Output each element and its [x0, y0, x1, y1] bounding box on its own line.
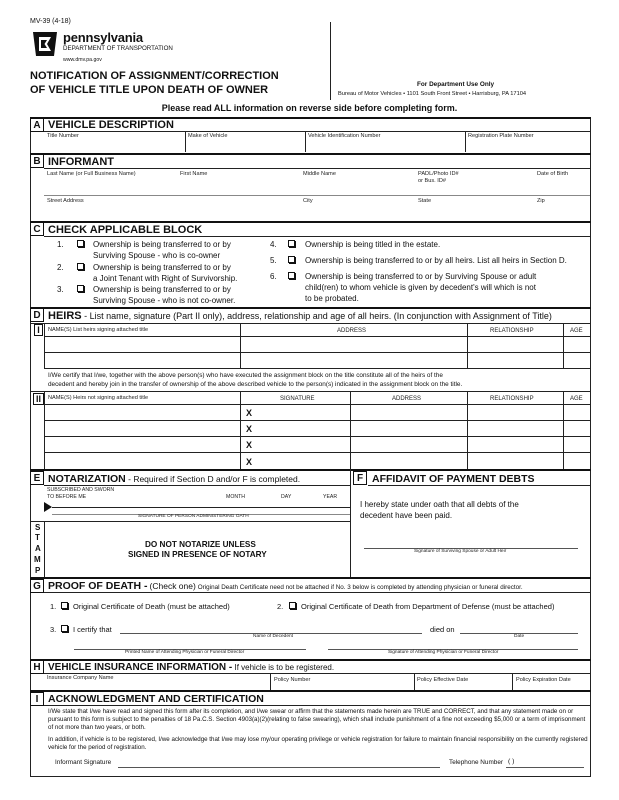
option-1-line2: Surviving Spouse - who is co-owner: [93, 251, 221, 260]
form-title-line2: OF VEHICLE TITLE UPON DEATH OF OWNER: [30, 84, 269, 96]
part-2-age-header: AGE: [570, 396, 583, 402]
option-4-line1: Ownership is being titled in the estate.: [305, 240, 441, 249]
section-i-title: ACKNOWLEDGMENT AND CERTIFICATION: [48, 693, 264, 705]
city-label: City: [303, 198, 313, 204]
section-d-subrule: [30, 323, 591, 324]
death-option-3-checkbox[interactable]: [61, 625, 68, 632]
policy-effective-label: Policy Effective Date: [417, 677, 469, 683]
section-c-rule: [30, 221, 591, 223]
section-g-check-one: (Check one): [149, 581, 196, 591]
informant-signature-label: Informant Signature: [55, 759, 112, 766]
section-i-subrule: [44, 705, 590, 706]
registration-plate-field[interactable]: [467, 141, 589, 152]
option-6-line1: Ownership is being transferred to or by Surviving Spouse or adult: [305, 272, 537, 281]
part-2-row-3[interactable]: [45, 437, 590, 452]
affidavit-signature-field[interactable]: [364, 534, 578, 548]
stamp-letter-a: A: [35, 544, 41, 553]
sworn-label-2: TO BEFORE ME: [47, 494, 87, 500]
logo-department: DEPARTMENT OF TRANSPORTATION: [63, 45, 173, 52]
section-b-row-rule: [44, 195, 590, 196]
street-address-label: Street Address: [47, 198, 84, 204]
option-3-checkbox[interactable]: [77, 285, 84, 292]
section-g-letter: G: [30, 579, 44, 593]
part-1-address-header: ADDRESS: [337, 328, 367, 334]
option-2-number: 2.: [57, 263, 64, 272]
affidavit-signature-label: Signature of Surviving Spouse or Adult Heir: [414, 549, 507, 554]
part-2-top-rule: [30, 391, 591, 392]
signature-x-2: X: [246, 424, 253, 434]
notarize-warning-1: DO NOT NOTARIZE UNLESS: [145, 540, 256, 549]
section-g-note: Original Death Certificate need not be attached if No. 3 below is completed by attending physician or funeral director.: [197, 584, 523, 591]
state-label: State: [418, 198, 432, 204]
section-i-rule: [30, 690, 591, 692]
section-a-divider: [185, 131, 186, 152]
part-2-address-header: ADDRESS: [392, 396, 422, 402]
option-1-line1: Ownership is being transferred to or by: [93, 240, 231, 249]
part-2-name-header: NAME(S) Heirs not signing attached title: [48, 395, 149, 401]
last-name-field[interactable]: [45, 180, 175, 194]
died-on-label: died on: [430, 625, 455, 634]
death-option-2-checkbox[interactable]: [289, 602, 296, 609]
vin-field[interactable]: [307, 141, 463, 152]
section-h-divider: [270, 673, 271, 690]
telephone-field[interactable]: [506, 756, 584, 767]
sworn-arrow-icon: [44, 502, 52, 512]
option-1-checkbox[interactable]: [77, 240, 84, 247]
form-title-line1: NOTIFICATION OF ASSIGNMENT/CORRECTION: [30, 70, 279, 82]
option-2-line2: a Joint Tenant with Right of Survivorship.: [93, 274, 238, 283]
part-1-row-2[interactable]: [45, 353, 590, 368]
zip-field[interactable]: [535, 207, 589, 220]
first-name-field[interactable]: [178, 180, 298, 194]
section-g-subrule: [44, 592, 590, 593]
day-label: DAY: [281, 494, 292, 500]
read-instructions-notice: Please read ALL information on reverse side before completing form.: [161, 103, 458, 113]
option-6-line2: child(ren) to whom vehicle is given by decedent's will which is not: [305, 283, 536, 292]
stamp-letter-t: T: [35, 533, 40, 542]
death-option-1-number: 1.: [50, 602, 57, 611]
notary-signature-label: SIGNATURE OF PERSON ADMINISTERING OATH: [138, 514, 249, 519]
stamp-column-rule: [44, 521, 45, 577]
state-field[interactable]: [416, 207, 531, 220]
death-date-label: Date: [514, 634, 525, 639]
insurance-company-label: Insurance Company Name: [47, 675, 114, 681]
telephone-area-code: ( ): [508, 758, 515, 765]
month-label: MONTH: [226, 494, 246, 500]
signature-x-4: X: [246, 457, 253, 467]
sworn-label-1: SUBSCRIBED AND SWORN: [47, 487, 115, 493]
section-d-title: HEIRS: [48, 310, 82, 322]
year-label: YEAR: [323, 494, 338, 500]
certification-paragraph-2: In addition, if vehicle is to be registered, I/we acknowledge that I/we may lose my/our operating privilege or vehicle registration for failure to maintain financial responsibility on the currently registered vehicle for the period of registration.: [48, 736, 588, 752]
section-h-subtitle: If vehicle is to be registered.: [232, 663, 335, 672]
part-2-row-1[interactable]: [45, 405, 590, 420]
keystone-logo-icon: [30, 30, 60, 58]
make-of-vehicle-label: Make of Vehicle: [188, 133, 228, 139]
section-e-subtitle: - Required if Section D and/or F is completed.: [125, 474, 301, 484]
part-2-row-4[interactable]: [45, 453, 590, 469]
part-2-signature-header: SIGNATURE: [280, 396, 315, 402]
notary-date-field[interactable]: [200, 496, 348, 507]
section-a-title: VEHICLE DESCRIPTION: [48, 119, 174, 131]
affidavit-text-1: I hereby state under oath that all debts of the: [360, 500, 519, 509]
make-of-vehicle-field[interactable]: [187, 141, 303, 152]
part-1-name-header: NAME(S) List heirs signing attached title: [48, 327, 149, 333]
section-e-rule: [30, 469, 591, 471]
section-b-letter: B: [30, 154, 44, 168]
death-option-1-checkbox[interactable]: [61, 602, 68, 609]
option-1-number: 1.: [57, 240, 64, 249]
date-of-birth-label: Date of Birth: [537, 171, 569, 177]
section-c-subrule: [44, 236, 590, 237]
part-1-row-1[interactable]: [45, 337, 590, 352]
notarize-warning-2: SIGNED IN PRESENCE OF NOTARY: [128, 550, 267, 559]
stamp-area-rule: [30, 521, 350, 522]
part-1-age-header: AGE: [570, 328, 583, 334]
logo-state: pennsylvania: [63, 30, 143, 45]
form-right-border: [590, 117, 591, 777]
department-use-label: For Department Use Only: [417, 81, 495, 88]
certify-line1: I/We certify that I/we, together with the above person(s) who have executed the assignment block on the title constitute all of the heirs of the: [48, 372, 443, 379]
printed-name-field[interactable]: [74, 640, 306, 649]
section-a-subrule: [44, 131, 590, 132]
section-f-title: AFFIDAVIT OF PAYMENT DEBTS: [372, 473, 535, 485]
physician-signature-field[interactable]: [328, 640, 578, 649]
section-g-heading: [48, 581, 523, 592]
section-e-heading: [48, 474, 300, 485]
bus-id-label: or Bus. ID#: [418, 178, 446, 184]
option-3-line2: Surviving Spouse - who is not co-owner.: [93, 296, 236, 305]
section-h-heading: [48, 663, 334, 673]
section-i-letter: I: [30, 692, 44, 706]
death-option-1-text: Original Certificate of Death (must be attached): [73, 602, 230, 611]
option-5-checkbox[interactable]: [288, 256, 295, 263]
last-name-label: Last Name (or Full Business Name): [47, 171, 136, 177]
city-field[interactable]: [301, 207, 413, 220]
notary-signature-field[interactable]: [52, 508, 348, 515]
section-e-letter: E: [30, 471, 44, 485]
affidavit-text-2: decedent have been paid.: [360, 511, 453, 520]
death-option-2-text: Original Certificate of Death from Department of Defense (must be attached): [301, 602, 555, 611]
section-h-letter: H: [30, 660, 44, 674]
section-h-divider: [512, 673, 513, 690]
option-2-line1: Ownership is being transferred to or by: [93, 263, 231, 272]
section-e-subrule: [44, 485, 350, 486]
form-bottom-border: [30, 776, 591, 777]
section-d-rule: [30, 307, 591, 309]
informant-signature-rule: [118, 767, 440, 768]
part-1-row-rule: [44, 368, 590, 369]
section-h-rule: [30, 659, 591, 661]
form-left-border: [30, 117, 31, 777]
physician-signature-label: Signature of Attending Physician or Funeral Director: [388, 650, 499, 655]
registration-plate-label: Registration Plate Number: [468, 133, 534, 139]
section-c-letter: C: [30, 222, 44, 236]
telephone-label: Telephone Number: [449, 759, 503, 766]
section-b-title: INFORMANT: [48, 156, 114, 168]
part-2-relationship-header: RELATIONSHIP: [490, 396, 534, 402]
option-3-line1: Ownership is being transferred to or by: [93, 285, 231, 294]
stamp-letter-m: M: [34, 555, 41, 564]
section-a-divider: [305, 131, 306, 152]
zip-label: Zip: [537, 198, 545, 204]
title-number-field[interactable]: [45, 141, 183, 152]
policy-expiration-label: Policy Expiration Date: [516, 677, 571, 683]
section-g-title: PROOF OF DEATH -: [48, 580, 148, 592]
signature-x-1: X: [246, 408, 253, 418]
section-f-letter: F: [353, 471, 367, 485]
vin-label: Vehicle Identification Number: [308, 133, 381, 139]
date-of-birth-field[interactable]: [535, 180, 589, 194]
section-b-rule: [30, 153, 591, 155]
section-g-rule: [30, 577, 591, 579]
section-a-divider: [465, 131, 466, 152]
street-address-field[interactable]: [45, 207, 298, 220]
option-2-checkbox[interactable]: [77, 263, 84, 270]
first-name-label: First Name: [180, 171, 208, 177]
bureau-address: Bureau of Motor Vehicles • 1101 South Front Street • Harrisburg, PA 17104: [338, 91, 527, 97]
option-6-line3: to be probated.: [305, 294, 359, 303]
title-number-label: Title Number: [47, 133, 79, 139]
section-h-subrule: [44, 673, 590, 674]
stamp-letter-p: P: [35, 566, 41, 575]
certify-line2: decedent and hereby join in the transfer of ownership of the above described vehicle to the person(s) indicated in the assignment block on the title.: [48, 381, 463, 388]
option-4-number: 4.: [270, 240, 277, 249]
policy-number-label: Policy Number: [274, 677, 311, 683]
name-of-decedent-label: Name of Decedent: [253, 634, 293, 639]
informant-signature-field[interactable]: [118, 756, 440, 767]
middle-name-field[interactable]: [301, 180, 413, 194]
header-divider: [330, 22, 331, 100]
section-h-divider: [414, 673, 415, 690]
part-1-relationship-header: RELATIONSHIP: [490, 328, 534, 334]
section-d-subtitle: - List name, signature (Part II only), address, relationship and age of all heirs. (In conjunction with Assignment of Title): [81, 311, 552, 321]
section-d-letter: D: [30, 308, 44, 322]
option-3-number: 3.: [57, 285, 64, 294]
form-code: MV-39 (4-18): [30, 18, 71, 25]
death-date-field[interactable]: [460, 622, 578, 633]
printed-name-label: Printed Name of Attending Physician or Funeral Director: [125, 650, 245, 655]
option-4-checkbox[interactable]: [288, 240, 295, 247]
section-ef-divider: [350, 469, 351, 577]
option-5-line1: Ownership is being transferred to or by all heirs. List all heirs in Section D.: [305, 256, 567, 265]
option-6-number: 6.: [270, 272, 277, 281]
certification-paragraph-1: I/We state that I/we have read and signed this form after its completion, and I/we swear or affirm that the statements made herein are TRUE and CORRECT, and that any statement made on or pursuant to this form is subject to the penalties of 18 Pa.C.S. Section 4903(a)(2)(relating to false swearing), which shall include punishment of a fine not exceeding $5,000 or a term of imprisonment of not more than two years, or both.: [48, 708, 586, 732]
padl-label: PADL/Photo ID#: [418, 171, 459, 177]
section-h-title: VEHICLE INSURANCE INFORMATION -: [48, 662, 233, 673]
telephone-rule: [506, 767, 584, 768]
part-1-numeral: I: [34, 324, 43, 336]
death-option-3-number: 3.: [50, 625, 57, 634]
option-6-checkbox[interactable]: [288, 272, 295, 279]
section-a-letter: A: [30, 118, 44, 132]
section-d-heading: [48, 311, 552, 322]
death-option-3-text: I certify that: [73, 625, 112, 634]
death-option-2-number: 2.: [277, 602, 284, 611]
part-2-row-2[interactable]: [45, 421, 590, 436]
stamp-letter-s: S: [35, 523, 41, 532]
section-f-subrule: [368, 485, 590, 486]
logo-url: www.dmv.pa.gov: [63, 57, 102, 63]
option-5-number: 5.: [270, 256, 277, 265]
section-b-subrule: [44, 168, 590, 169]
insurance-company-field[interactable]: [45, 682, 268, 690]
signature-x-3: X: [246, 440, 253, 450]
part-2-numeral: II: [33, 393, 44, 405]
decedent-name-field[interactable]: [120, 622, 422, 633]
section-e-title: NOTARIZATION: [48, 473, 126, 485]
section-c-title: CHECK APPLICABLE BLOCK: [48, 224, 203, 236]
middle-name-label: Middle Name: [303, 171, 336, 177]
